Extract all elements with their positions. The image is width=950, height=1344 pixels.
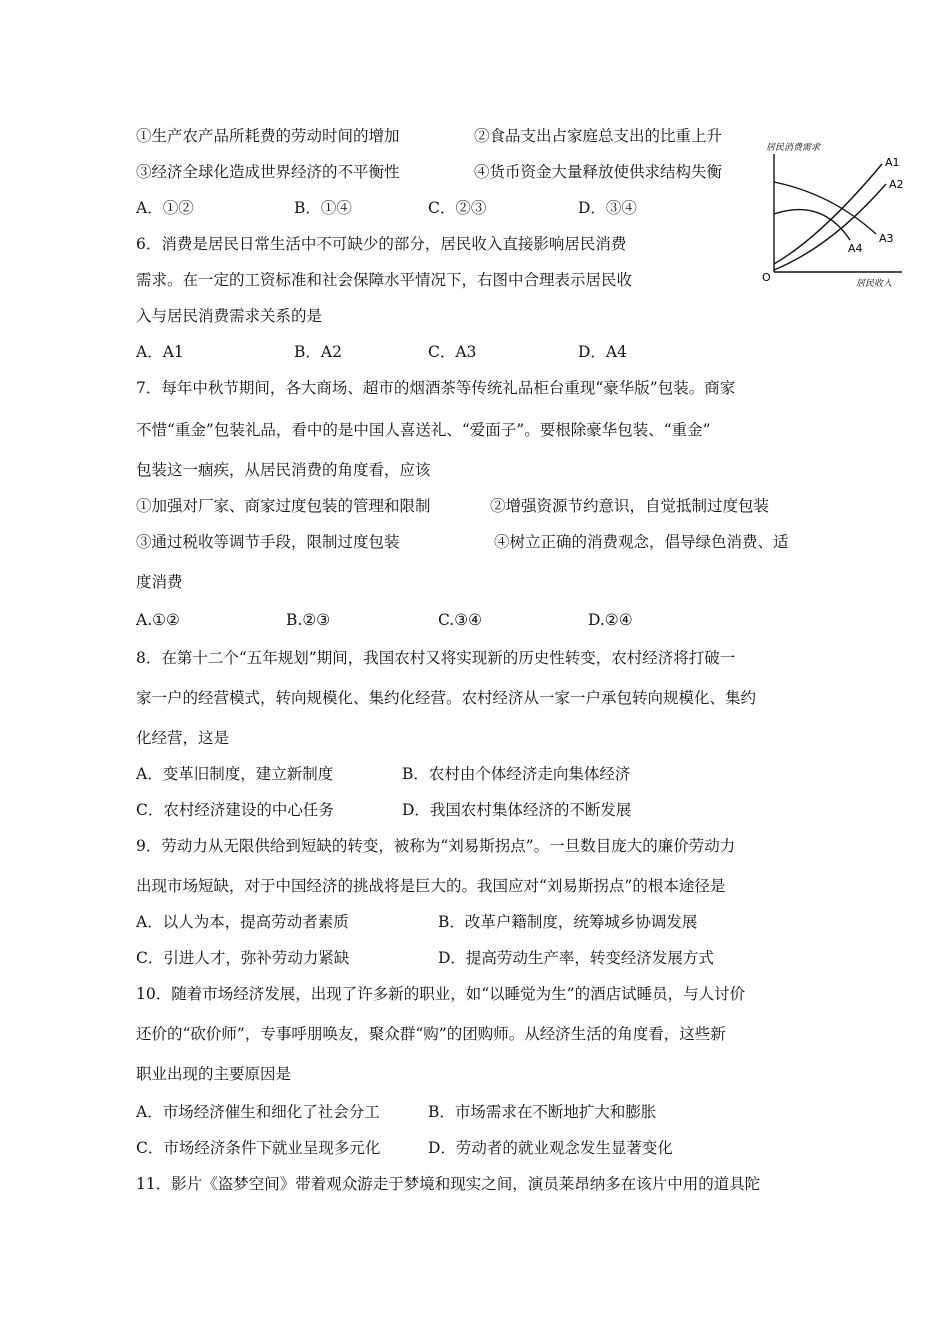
curve-a3 [774,182,876,234]
q10-option-d: D．劳动者的就业观念发生显著变化 [428,1139,673,1157]
q5-option-b: B．①④ [294,199,352,217]
curve-a1 [774,164,882,264]
q6-option-c: C．A3 [428,343,477,361]
q10-line-2: 还价的“砍价师”，专事呼朋唤友，聚众群“购”的团购师。从经济生活的角度看，这些新 [136,1025,726,1043]
curve-a4-label: A4 [848,242,863,255]
q10-option-a: A．市场经济催生和细化了社会分工 [136,1103,380,1121]
q5-statement-1: ①生产农产品所耗费的劳动时间的增加 [136,127,400,145]
q9-line-2: 出现市场短缺，对于中国经济的挑战将是巨大的。我国应对“刘易斯拐点”的根本途径是 [136,877,726,895]
q7-statement-4-cont: 度消费 [136,573,183,591]
q7-option-a: A.①② [136,611,180,629]
q9-option-c: C．引进人才，弥补劳动力紧缺 [136,949,350,967]
income-consumption-graph [752,136,912,296]
q5-statement-3: ③经济全球化造成世界经济的不平衡性 [136,163,400,181]
curve-a2-label: A2 [889,178,904,191]
curve-a3-label: A3 [879,232,894,245]
q7-statement-1: ①加强对厂家、商家过度包装的管理和限制 [136,497,431,515]
graph-origin: O [762,271,771,284]
q7-statement-2: ②增强资源节约意识，自觉抵制过度包装 [490,497,770,515]
q8-line-2: 家一户的经营模式，转向规模化、集约化经营。农村经济从一家一户承包转向规模化、集约 [136,689,757,707]
curve-a2 [774,184,886,270]
q7-line-2: 不惜“重金”包装礼品，看中的是中国人喜送礼、“爱面子”。要根除豪华包装、“重金” [136,421,711,439]
q5-option-d: D．③④ [578,199,637,217]
q7-option-b: B.②③ [286,611,331,629]
q11-line-1: 11．影片《盗梦空间》带着观众游走于梦境和现实之间，演员莱昂纳多在该片中用的道具陀 [136,1175,761,1193]
q9-option-a: A．以人为本，提高劳动者素质 [136,913,349,931]
q8-line-3: 化经营，这是 [136,729,230,747]
q7-option-c: C.③④ [438,611,483,629]
q7-line-3: 包装这一痼疾，从居民消费的角度看，应该 [136,461,431,479]
q5-option-c: C．②③ [428,199,487,217]
q7-option-d: D.②④ [588,611,633,629]
curve-a4 [774,210,850,240]
q8-option-d: D．我国农村集体经济的不断发展 [402,801,632,819]
q9-line-1: 9．劳动力从无限供给到短缺的转变，被称为“刘易斯拐点”。一旦数目庞大的廉价劳动力 [136,837,736,855]
q9-option-b: B．改革户籍制度，统筹城乡协调发展 [438,913,698,931]
q6-line-3: 入与居民消费需求关系的是 [136,307,323,325]
q7-line-1: 7．每年中秋节期间，各大商场、超市的烟酒茶等传统礼品柜台重现“豪华版”包装。商家 [136,379,736,397]
curve-a1-label: A1 [885,156,900,169]
q10-option-c: C．市场经济条件下就业呈现多元化 [136,1139,381,1157]
q10-line-3: 职业出现的主要原因是 [136,1065,292,1083]
q5-option-a: A．①② [136,199,194,217]
q6-option-d: D．A4 [578,343,627,361]
q6-line-1: 6．消费是居民日常生活中不可缺少的部分，居民收入直接影响居民消费 [136,235,627,253]
q8-line-1: 8．在第十二个“五年规划”期间，我国农村又将实现新的历史性转变，农村经济将打破一 [136,649,736,667]
graph-x-label: 居民收入 [856,279,893,289]
q6-line-2: 需求。在一定的工资标准和社会保障水平情况下，右图中合理表示居民收 [136,271,633,289]
graph-y-label: 居民消费需求 [766,143,821,153]
q8-option-b: B．农村由个体经济走向集体经济 [402,765,631,783]
q7-statement-3: ③通过税收等调节手段，限制过度包装 [136,533,400,551]
q6-option-a: A．A1 [136,343,184,361]
q10-line-1: 10．随着市场经济发展，出现了许多新的职业，如“以睡觉为生”的酒店试睡员，与人讨价 [136,985,746,1003]
q9-option-d: D．提高劳动生产率，转变经济发展方式 [438,949,714,967]
q8-option-a: A．变革旧制度，建立新制度 [136,765,334,783]
q5-statement-4: ④货币资金大量释放使供求结构失衡 [474,163,723,181]
q8-option-c: C．农村经济建设的中心任务 [136,801,334,819]
q6-option-b: B．A2 [294,343,342,361]
q7-statement-4: ④树立正确的消费观念，倡导绿色消费、适 [494,533,789,551]
q10-option-b: B．市场需求在不断地扩大和膨胀 [428,1103,657,1121]
q5-statement-2: ②食品支出占家庭总支出的比重上升 [474,127,723,145]
